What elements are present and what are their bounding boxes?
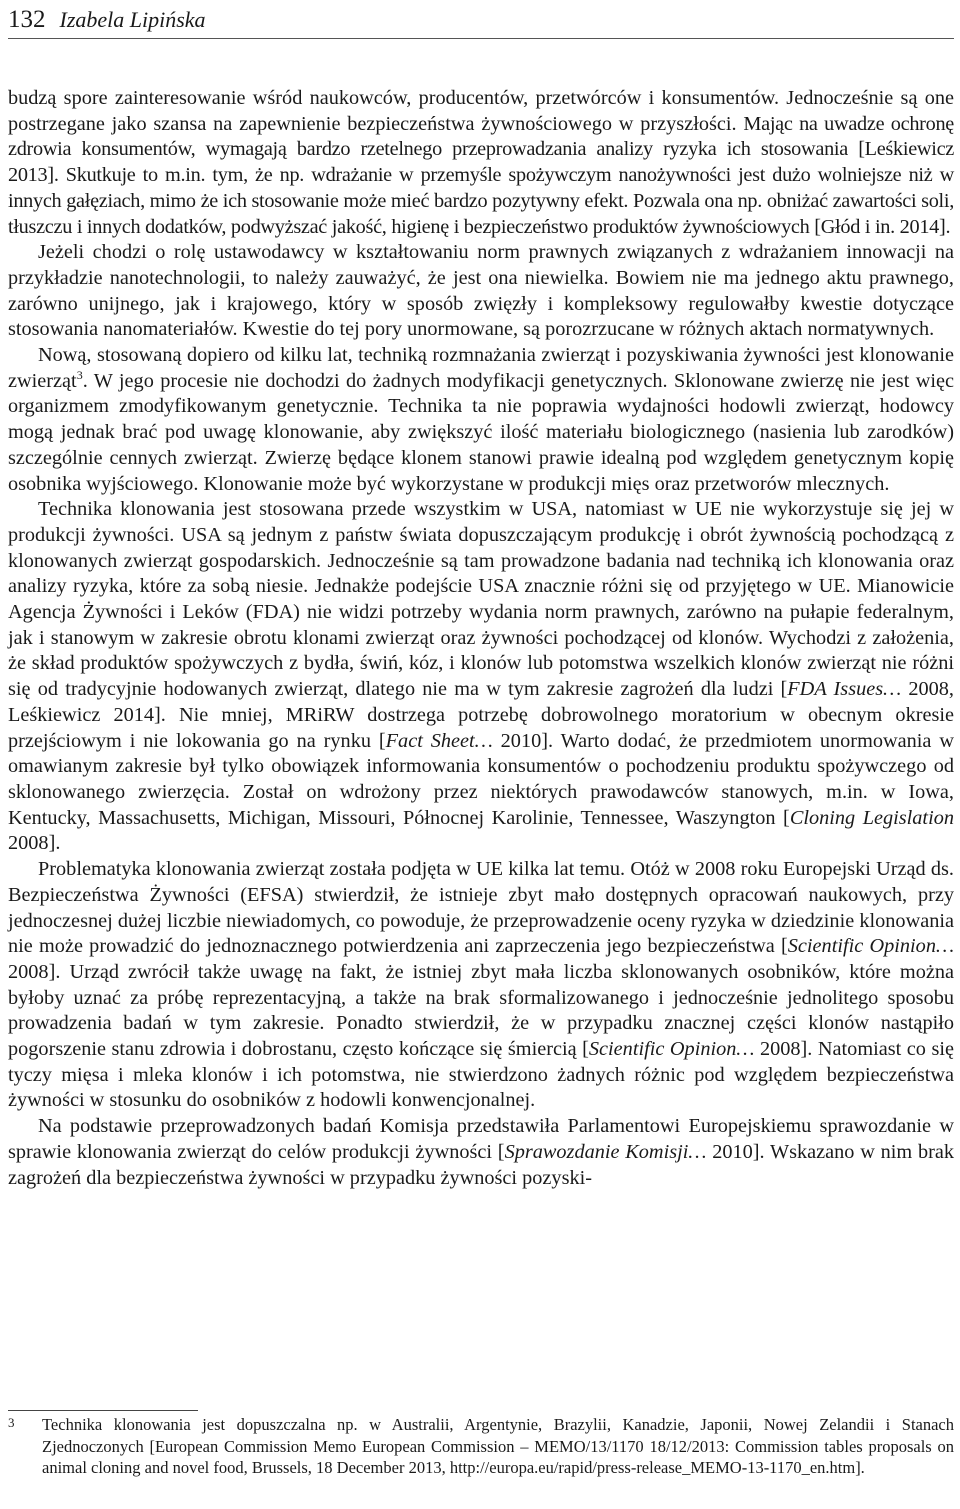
footnote	[8, 1414, 954, 1479]
footnote-ref: 3	[76, 367, 83, 382]
text-run: Jeżeli chodzi o rolę ustawodawcy w kształtowaniu norm prawnych związanych z wdrażaniem innowacji na przykładzie nanotechnologii, to należy zauważyć, że jest ona niewielka. Bowiem nie ma jednego aktu prawnego, zarówno unijnego, jak i krajowego, który w sposób zwięzły i kompleksowy regulowałby kwestie dotyczące stosowania nanomateriałów. Kwestie do tej pory unormowane, są porozrzucane w różnych aktach normatywnych.	[8, 241, 954, 341]
paragraph	[8, 86, 954, 240]
page	[8, 0, 955, 1477]
paragraph	[8, 240, 954, 343]
text-run: Na podstawie przeprowadzonych badań Komisja przedstawiła Parlamentowi Europejskiemu sprawozdanie w sprawie klonowania zwierząt do celów produkcji żywności [	[8, 1115, 954, 1163]
text-run: Technika klonowania jest stosowana przede wszystkim w USA, natomiast w UE nie wykorzystuje się jej w produkcji żywności. USA są jednym z państw świata dopuszczającym produkcję i obrót żywnością pochodzącą z klonowanych zwierząt gospodarskich. Jednocześnie są tam prowadzone badania nad techniką ich klonowania oraz analizy ryzyka, które za sobą niesie. Jednakże podejście USA znacznie różni się od przyjętego w UE. Mianowicie Agencja Żywności i Leków (FDA) nie widzi potrzeby wydania norm prawnych, zarówno na pułapie federalnym, jak i stanowym w zakresie obrotu klonami zwierząt oraz żywności pochodzącej od klonów. Wychodzi z założenia, że skład produktów spożywczych z bydła, świń, kóz, i klonów lub potomstwa wszelkich klonów zwierząt nie różni się od tradycyjnie hodowanych zwierząt, dlatego nie ma w tym zakresie zagrożeń dla ludzi [	[8, 498, 954, 701]
text-run: 2010]. Wskazano w nim brak zagrożeń dla bezpieczeństwa żywności w przypadku żywności pozyski-	[8, 1140, 954, 1189]
text-run: 2008, Leśkiewicz 2014]. Nie mniej, MRiRW dostrzega potrzebę dobrowolnego moratorium w obecnym okresie przejściowym i nie lokowania go na rynku [	[8, 678, 954, 752]
citation-italic: Scientific Opinion…	[588, 1038, 755, 1061]
running-header	[8, 0, 954, 34]
running-head-author: Izabela Lipińska	[59, 7, 206, 32]
text-run: Mając na uwadze ochronę zdrowia konsumentów, wymagają bardzo rzetelnego przeprowadzania analizy ryzyka ich stosowania [Leśkiewicz 2013]. Skutkuje to m.in. tym, że np. wdrażanie w przemyśle spożywczym nanożywności jest dużo wolniejsze niż w innych gałęziach, mimo że ich stosowanie może mieć bardzo pozytywny efekt. Pozwala ona np. obniżać zawartości soli, tłuszczu i innych dodatków, podwyższać jakość, higienę i bezpieczeństwo produktów żywnościowych [Głód i in. 2014].	[8, 112, 955, 238]
paragraph	[8, 1114, 954, 1191]
citation-italic: FDA Issues…	[787, 678, 902, 701]
text-run: Problematyka klonowania zwierząt została podjęta w UE kilka lat temu. Otóż w 2008 roku Europejski Urząd ds. Bezpieczeństwa Żywności (EFSA) stwierdził, że istnieje zbyt mało dostępnych opracowań naukowych, przy jednoczesnej dużej liczbie niewiadomych, co powoduje, że przeprowadzenie oceny ryzyka w dziedzinie klonowania nie może prowadzić do jednoznacznego potwierdzenia ani zaprzeczenia jego bezpieczeństwa [	[8, 858, 954, 958]
paragraph	[8, 857, 954, 1114]
citation-italic: Sprawozdanie Komisji…	[504, 1140, 707, 1163]
body-text	[8, 86, 954, 1191]
text-run: 2008]. Urząd zwrócił także uwagę na fakt, że istniej zbyt mała liczba sklonowanych osobników, które można byłoby uznać za próbę reprezentacyjną, a także na brak sformalizowanego i jednocześnie jednolitego sposobu prowadzenia badań w tym zakresie. Ponadto stwierdził, że w przypadku znacznej części klonów nastąpiło pogorszenie stanu zdrowia i dobrostanu, często kończące się śmiercią [	[8, 960, 954, 1061]
text-run: Nową, stosowaną dopiero od kilku lat, techniką rozmnażania zwierząt i pozyskiwania żywności jest klonowanie zwierząt	[8, 344, 954, 392]
footnote-mark: 3	[8, 1415, 15, 1430]
paragraph	[8, 343, 954, 497]
page-number: 132	[8, 6, 46, 33]
footnote-text: Technika klonowania jest dopuszczalna np. w Australii, Argentynie, Brazylii, Kanadzie, Japonii, Nowej Zelandii i Stanach Zjednoczonych [European Commission Memo European Commission – MEMO/13/1170 18/12/2013: Commission tables proposals on animal cloning and novel food, Brussels, 18 December 2013, http://europa.eu/rapid/press-release_MEMO-13-1170_en.htm].	[42, 1415, 954, 1477]
text-run: . W jego procesie nie dochodzi do żadnych modyfikacji genetycznych. Sklonowane zwierzę nie jest więc organizmem zmodyfikowanym genetycznie. Technika ta nie poprawia wydajności hodowli zwierząt, hodowcy mogą jednak brać pod uwagę klonowanie, aby zwiększyć ilość materiału biologicznego (nasienia lub zarodków) szczególnie cennych zwierząt. Zwierzę będące klonem stanowi prawie idealną pod względem genetycznym kopię osobnika wyjściowego. Klonowanie może być wykorzystane w produkcji mięs oraz przetworów mlecznych.	[8, 369, 954, 495]
text-run: budzą spore zainteresowanie wśród naukowców, producentów, przetwórców i konsumentów. Jednocześnie są one postrzegane jako szansa na zapewnienie bezpieczeństwa żywnościowego w przyszłości.	[8, 87, 954, 135]
text-run: 2008]. Natomiast co się tyczy mięsa i mleka klonów i ich potomstwa, nie stwierdzono żadnych różnic pod względem bezpieczeństwa żywności w stosunku do osobników z hodowli konwencjonalnej.	[8, 1038, 955, 1112]
citation-italic: Scientific Opinion…	[787, 935, 954, 958]
text-run: 2010]. Warto dodać, że przedmiotem unormowania w omawianym zakresie był tylko obowiązek informowania konsumentów o pochodzeniu produktu spożywczego od sklonowanego zwierzęcia. Został on wdrożony przez niektórych prawodawców stanowych, m.in. w Iowa, Kentucky, Massachusetts, Michigan, Missouri, Północnej Karolinie, Tennessee, Waszyngton [	[8, 729, 954, 829]
paragraph	[8, 497, 954, 857]
citation-italic: Fact Sheet…	[385, 729, 493, 752]
footnote-rule	[8, 1410, 198, 1411]
citation-italic: Cloning Legislation	[789, 806, 954, 829]
text-run: 2008].	[8, 832, 61, 855]
header-rule	[8, 38, 954, 39]
